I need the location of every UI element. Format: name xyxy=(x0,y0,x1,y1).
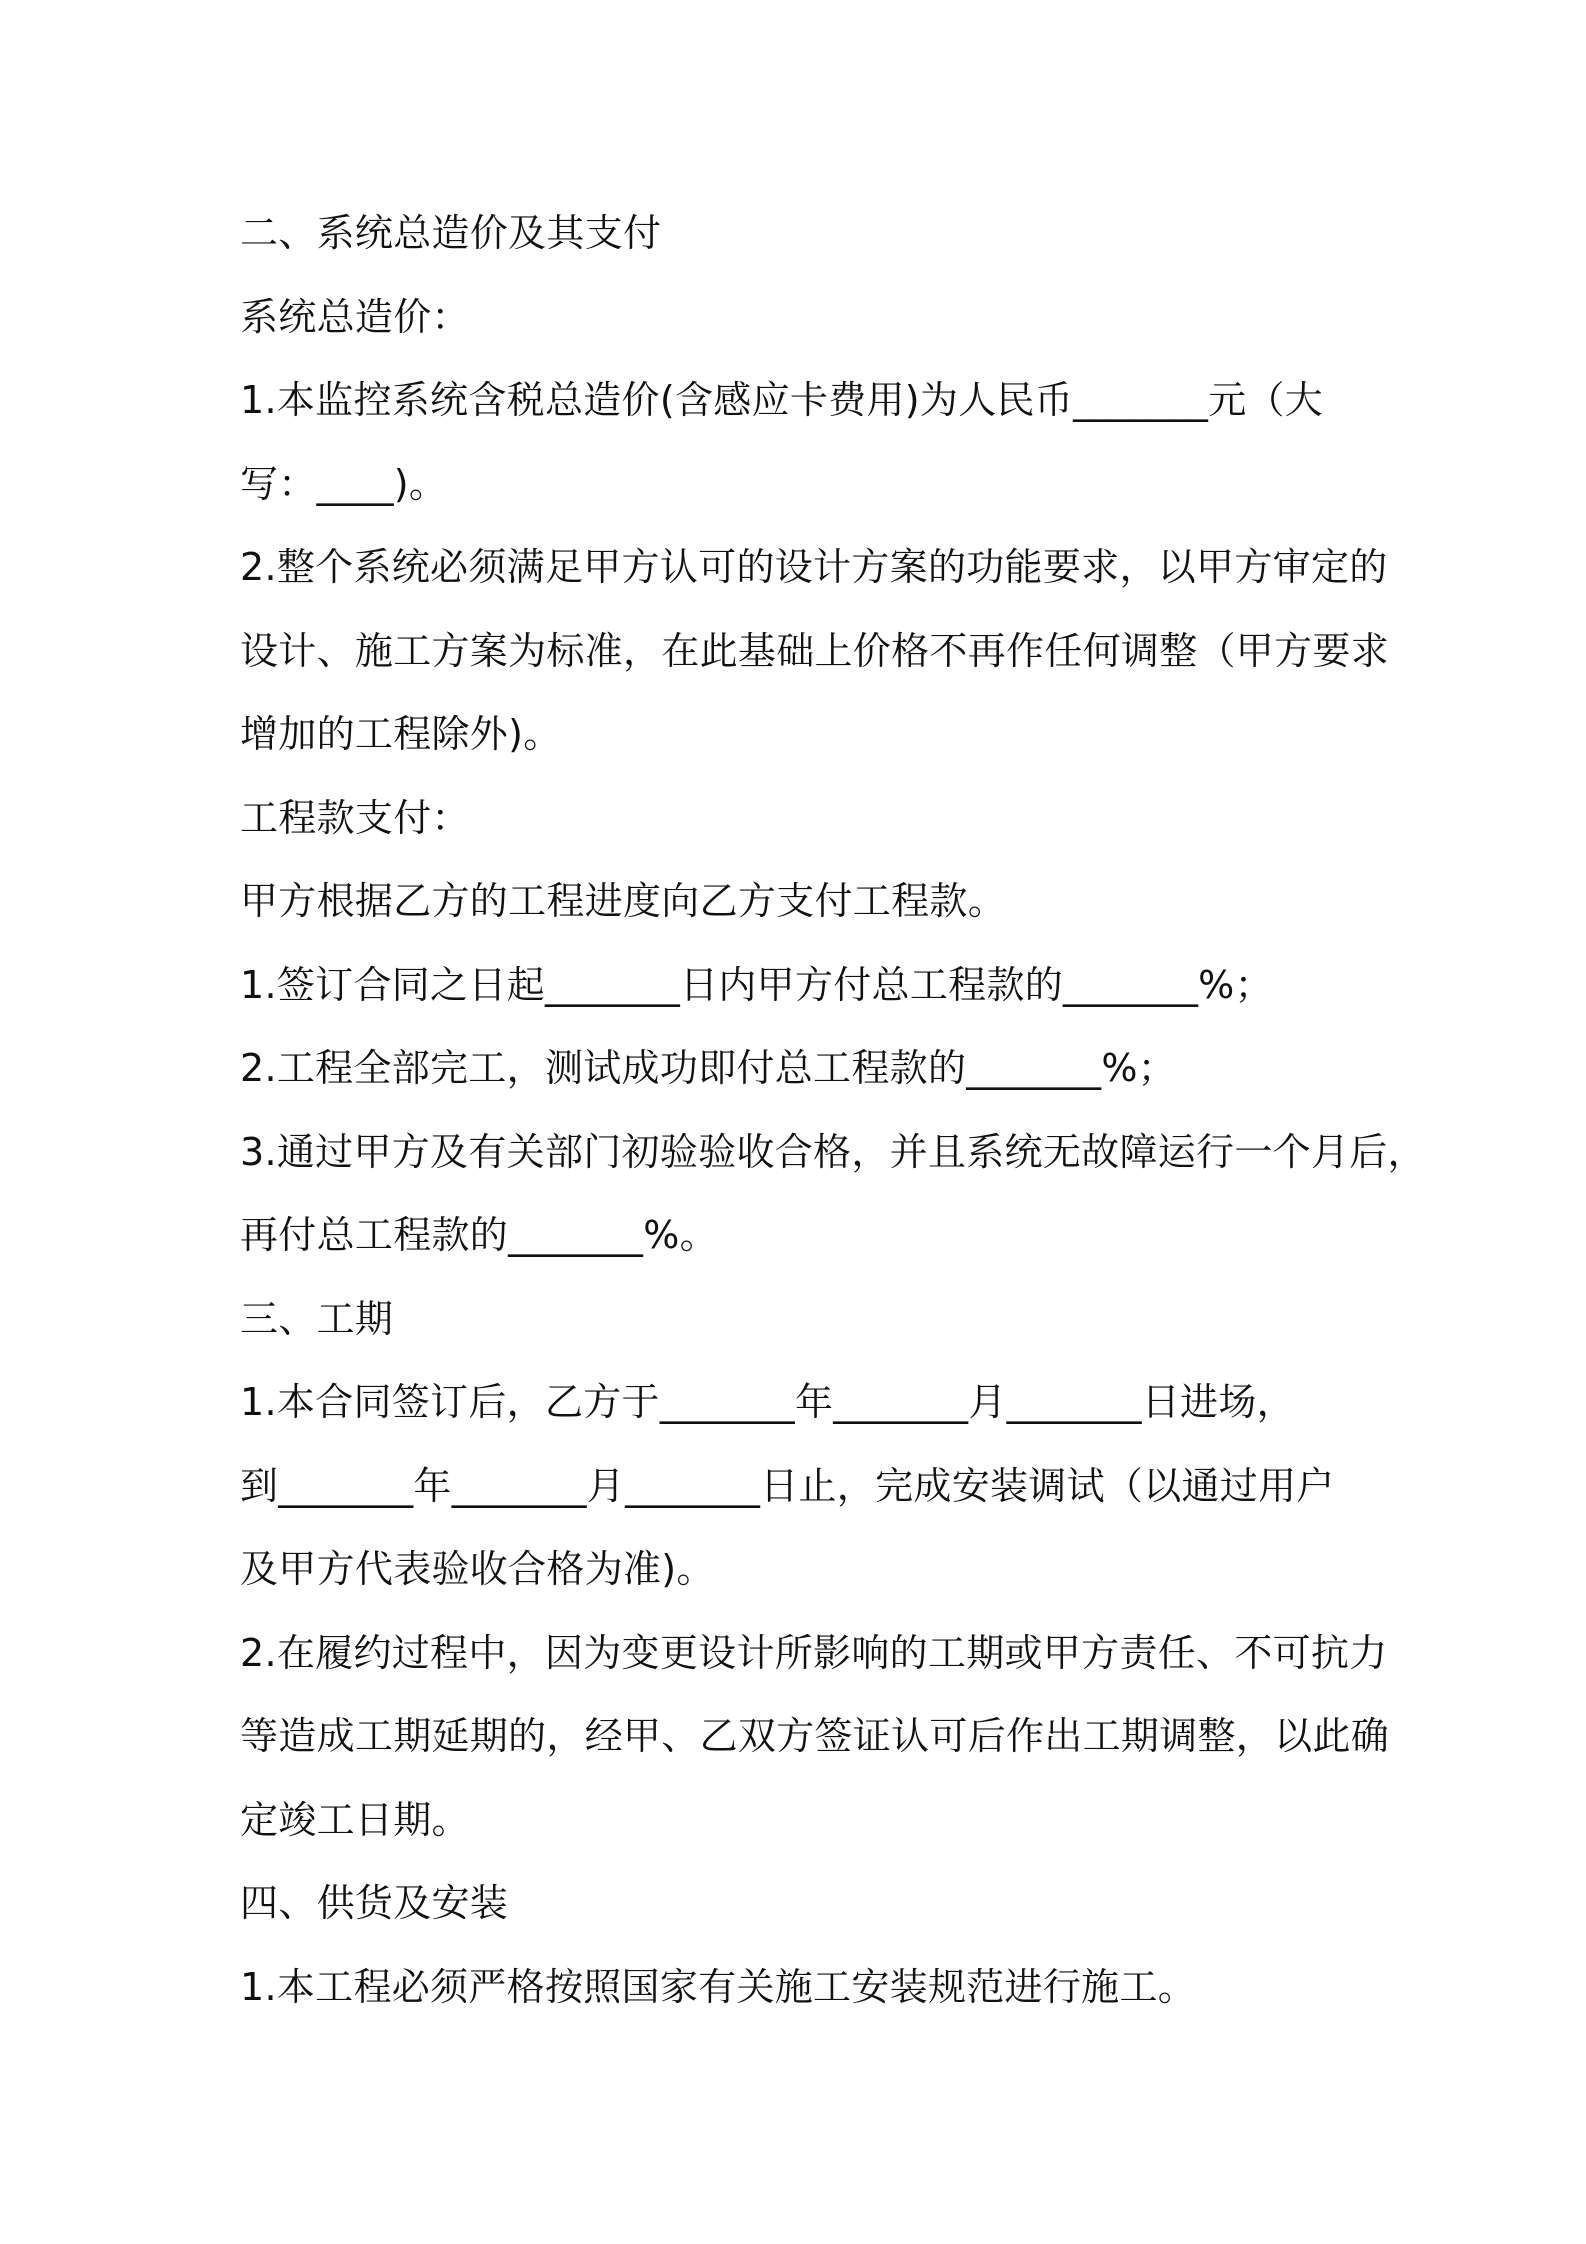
clause-schedule-2-line-2: 等造成工期延期的，经甲、乙双方签证认可后作出工期调整，以此确 xyxy=(240,1714,1390,1758)
clause-design-requirement-line-1: 2.整个系统必须满足甲方认可的设计方案的功能要求，以甲方审定的 xyxy=(240,545,1388,589)
clause-payment-3-line-2: 再付总工程款的_______%。 xyxy=(240,1213,718,1257)
clause-payment-3-line-1: 3.通过甲方及有关部门初验验收合格，并且系统无故障运行一个月后， xyxy=(240,1129,1426,1174)
clause-schedule-1-line-3: 及甲方代表验收合格为准)。 xyxy=(240,1547,715,1591)
clause-schedule-2-line-3: 定竣工日期。 xyxy=(240,1797,470,1842)
clause-schedule-1-line-2: 到_______年_______月_______日止，完成安装调试（以通过用户 xyxy=(240,1463,1335,1508)
clause-design-requirement-line-3: 增加的工程除外)。 xyxy=(240,712,562,756)
section-heading-schedule: 三、工期 xyxy=(240,1296,394,1341)
section-heading-supply-installation: 四、供货及安装 xyxy=(240,1881,509,1925)
clause-schedule-1-line-1: 1.本合同签订后，乙方于_______年_______月_______日进场， xyxy=(240,1380,1295,1424)
clause-payment-2: 2.工程全部完工，测试成功即付总工程款的_______%； xyxy=(240,1046,1177,1090)
section-heading-total-cost: 二、系统总造价及其支付 xyxy=(240,211,662,255)
document-body xyxy=(240,192,1426,2029)
clause-design-requirement-line-2: 设计、施工方案为标准，在此基础上价格不再作任何调整（甲方要求 xyxy=(240,628,1390,673)
clause-total-price-line-2: 写：____)。 xyxy=(240,461,448,506)
subheading-payment: 工程款支付： xyxy=(240,795,470,840)
clause-total-price-line-1: 1.本监控系统含税总造价(含感应卡费用)为人民币_______元（大 xyxy=(240,378,1324,422)
clause-payment-1: 1.签订合同之日起_______日内甲方付总工程款的_______%； xyxy=(240,962,1273,1007)
subheading-total-cost: 系统总造价： xyxy=(240,294,470,339)
paragraph-payment-intro: 甲方根据乙方的工程进度向乙方支付工程款。 xyxy=(240,879,1007,923)
clause-supply-1: 1.本工程必须严格按照国家有关施工安装规范进行施工。 xyxy=(240,1964,1197,2009)
clause-schedule-2-line-1: 2.在履约过程中，因为变更设计所影响的工期或甲方责任、不可抗力 xyxy=(240,1630,1388,1675)
